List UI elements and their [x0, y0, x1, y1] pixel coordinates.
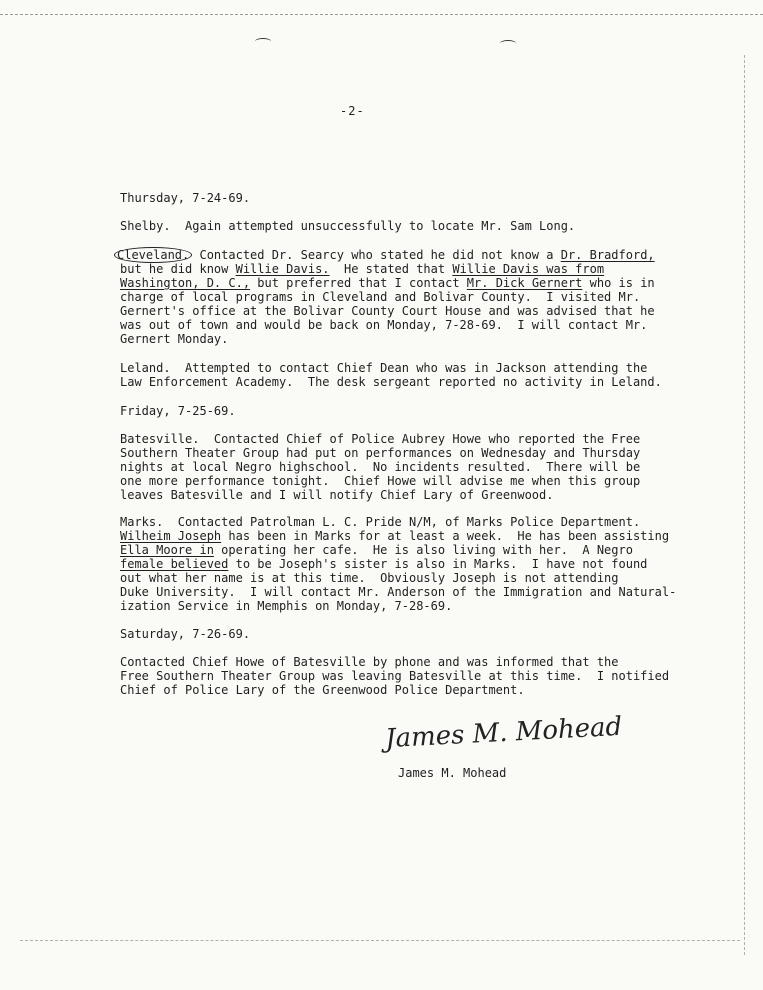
underlined-name: Willie Davis was from [452, 262, 605, 276]
date-heading: Thursday, 7-24-69. [120, 191, 251, 205]
paragraph-line: female believed to be Joseph's sister is also in Marks. I have not found [120, 557, 648, 571]
underlined-name: Wilheim Joseph [120, 529, 222, 543]
paragraph-line: Batesville. Contacted Chief of Police Aubrey Howe who reported the Free [120, 432, 641, 446]
paragraph-line: Law Enforcement Academy. The desk sergeant reported no activity in Leland. [120, 375, 662, 389]
page-number: -2- [340, 104, 365, 118]
underlined-name: Willie Davis. [235, 262, 330, 276]
paragraph-line: Marks. Contacted Patrolman L. C. Pride N/M, of Marks Police Department. [120, 515, 641, 529]
underlined-name: Washington, D. C., [120, 276, 251, 290]
circled-location: Cleveland. [114, 247, 192, 263]
handwritten-signature: James M. Mohead [384, 711, 623, 755]
hole-punch-mark-right [500, 40, 516, 47]
underlined-name: Ella Moore in [120, 543, 214, 557]
paragraph-line: nights at local Negro highschool. No incidents resulted. There will be [120, 460, 641, 474]
date-heading: Saturday, 7-26-69. [120, 627, 251, 641]
paragraph-line: out what her name is at this time. Obviously Joseph is not attending [120, 571, 619, 585]
page-edge-right [744, 55, 745, 955]
date-heading: Friday, 7-25-69. [120, 404, 236, 418]
paragraph-line: Free Southern Theater Group was leaving Batesville at this time. I notified [120, 669, 670, 683]
paragraph-line: was out of town and would be back on Monday, 7-28-69. I will contact Mr. [120, 318, 648, 332]
paragraph-line: one more performance tonight. Chief Howe will advise me when this group [120, 474, 641, 488]
paragraph-line: but he did know Willie Davis. He stated that Willie Davis was from [120, 262, 605, 276]
underlined-name: female believed [120, 557, 229, 571]
paragraph-line: Cleveland. Contacted Dr. Searcy who stated he did not know a Dr. Bradford, [120, 248, 655, 262]
paragraph-line: Southern Theater Group had put on performances on Wednesday and Thursday [120, 446, 641, 460]
paragraph-line: Wilheim Joseph has been in Marks for at least a week. He has been assisting [120, 529, 670, 543]
hole-punch-mark-left [255, 38, 271, 45]
paragraph-line: Chief of Police Lary of the Greenwood Police Department. [120, 683, 525, 697]
paragraph-line: leaves Batesville and I will notify Chief Lary of Greenwood. [120, 488, 554, 502]
paragraph-line: Ella Moore in operating her cafe. He is also living with her. A Negro [120, 543, 633, 557]
paragraph-line: Gernert's office at the Bolivar County Court House and was advised that he [120, 304, 655, 318]
paragraph-line: Leland. Attempted to contact Chief Dean who was in Jackson attending the [120, 361, 648, 375]
underlined-name: Mr. Dick Gernert [466, 276, 583, 290]
paragraph-line: Shelby. Again attempted unsuccessfully to locate Mr. Sam Long. [120, 219, 576, 233]
underlined-name: Dr. Bradford, [560, 248, 655, 262]
signatory-name: James M. Mohead [398, 766, 507, 780]
paragraph-line: Duke University. I will contact Mr. Anderson of the Immigration and Natural- [120, 585, 677, 599]
page-edge-bottom [20, 940, 740, 941]
paragraph-line: charge of local programs in Cleveland and Bolivar County. I visited Mr. [120, 290, 641, 304]
paragraph-line: Washington, D. C., but preferred that I contact Mr. Dick Gernert who is in [120, 276, 655, 290]
paragraph-line: Gernert Monday. [120, 332, 229, 346]
paragraph-line: ization Service in Memphis on Monday, 7-28-69. [120, 599, 453, 613]
page-edge-top [0, 0, 763, 15]
paragraph-line: Contacted Chief Howe of Batesville by phone and was informed that the [120, 655, 619, 669]
